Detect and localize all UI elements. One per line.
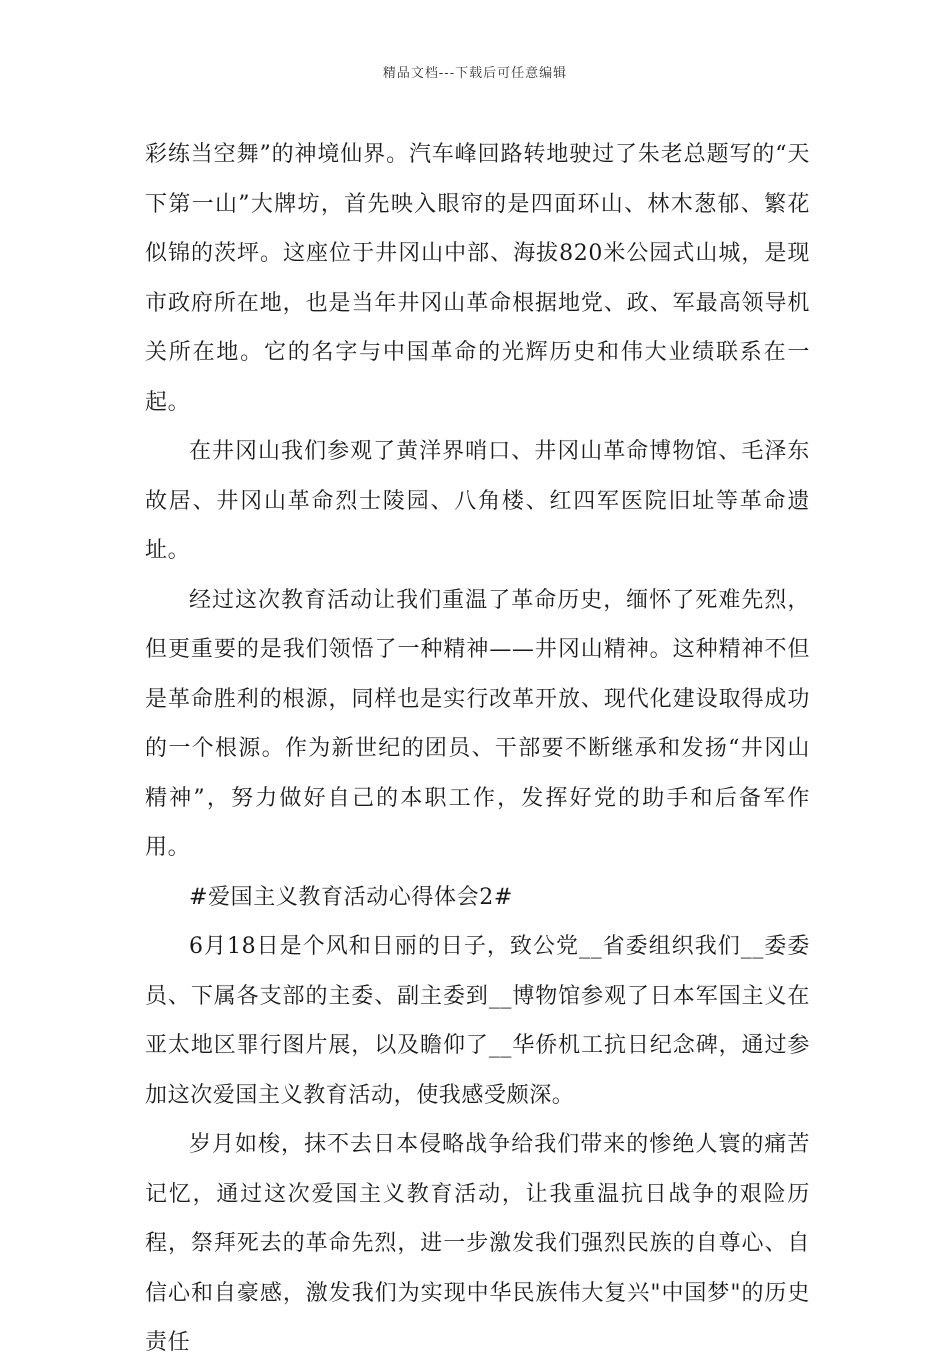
paragraph-3: 经过这次教育活动让我们重温了革命历史，缅怀了死难先烈，但更重要的是我们领悟了一种精神——井冈山精神。这种精神不但是革命胜利的根源，同样也是实行改革开放、现代化建设取得成功的一个根源。作为新世纪的团员、干部要不断继承和发扬“井冈山精神”，努力做好自己的本职工作，发挥好党的助手和后备军作用。 [145, 587, 810, 860]
section-heading: #爱国主义教育活动心得体会2# [189, 884, 513, 910]
page-header: 精品文档---下载后可任意编辑 [382, 66, 568, 81]
paragraph-5: 岁月如梭，抹不去日本侵略战争给我们带来的惨绝人寰的痛苦记忆，通过这次爱国主义教育活动，让我重温抗日战争的艰险历程，祭拜死去的革命先烈，进一步激发我们强烈民族的自尊心、自信心和自豪感，激发我们为实现中华民族伟大复兴"中国梦"的历史责任 [145, 1132, 810, 1355]
paragraph-1: 彩练当空舞”的神境仙界。汽车峰回路转地驶过了朱老总题写的“天下第一山”大牌坊，首先映入眼帘的是四面环山、林木葱郁、繁花似锦的茨坪。这座位于井冈山中部、海拔820米公园式山城，是现市政府所在地，也是当年井冈山革命根据地党、政、军最高领导机关所在地。它的名字与中国革命的光辉历史和伟大业绩联系在一起。 [145, 142, 810, 415]
paragraph-4: 6月18日是个风和日丽的日子，致公党__省委组织我们__委委员、下属各支部的主委、副主委到__博物馆参观了日本军国主义在亚太地区罪行图片展，以及瞻仰了__华侨机工抗日纪念碑，通过参加这次爱国主义教育活动，使我感受颇深。 [145, 934, 810, 1108]
paragraph-2: 在井冈山我们参观了黄洋界哨口、井冈山革命博物馆、毛泽东故居、井冈山革命烈士陵园、八角楼、红四军医院旧址等革命遗址。 [145, 439, 810, 563]
document-body [145, 130, 810, 1368]
